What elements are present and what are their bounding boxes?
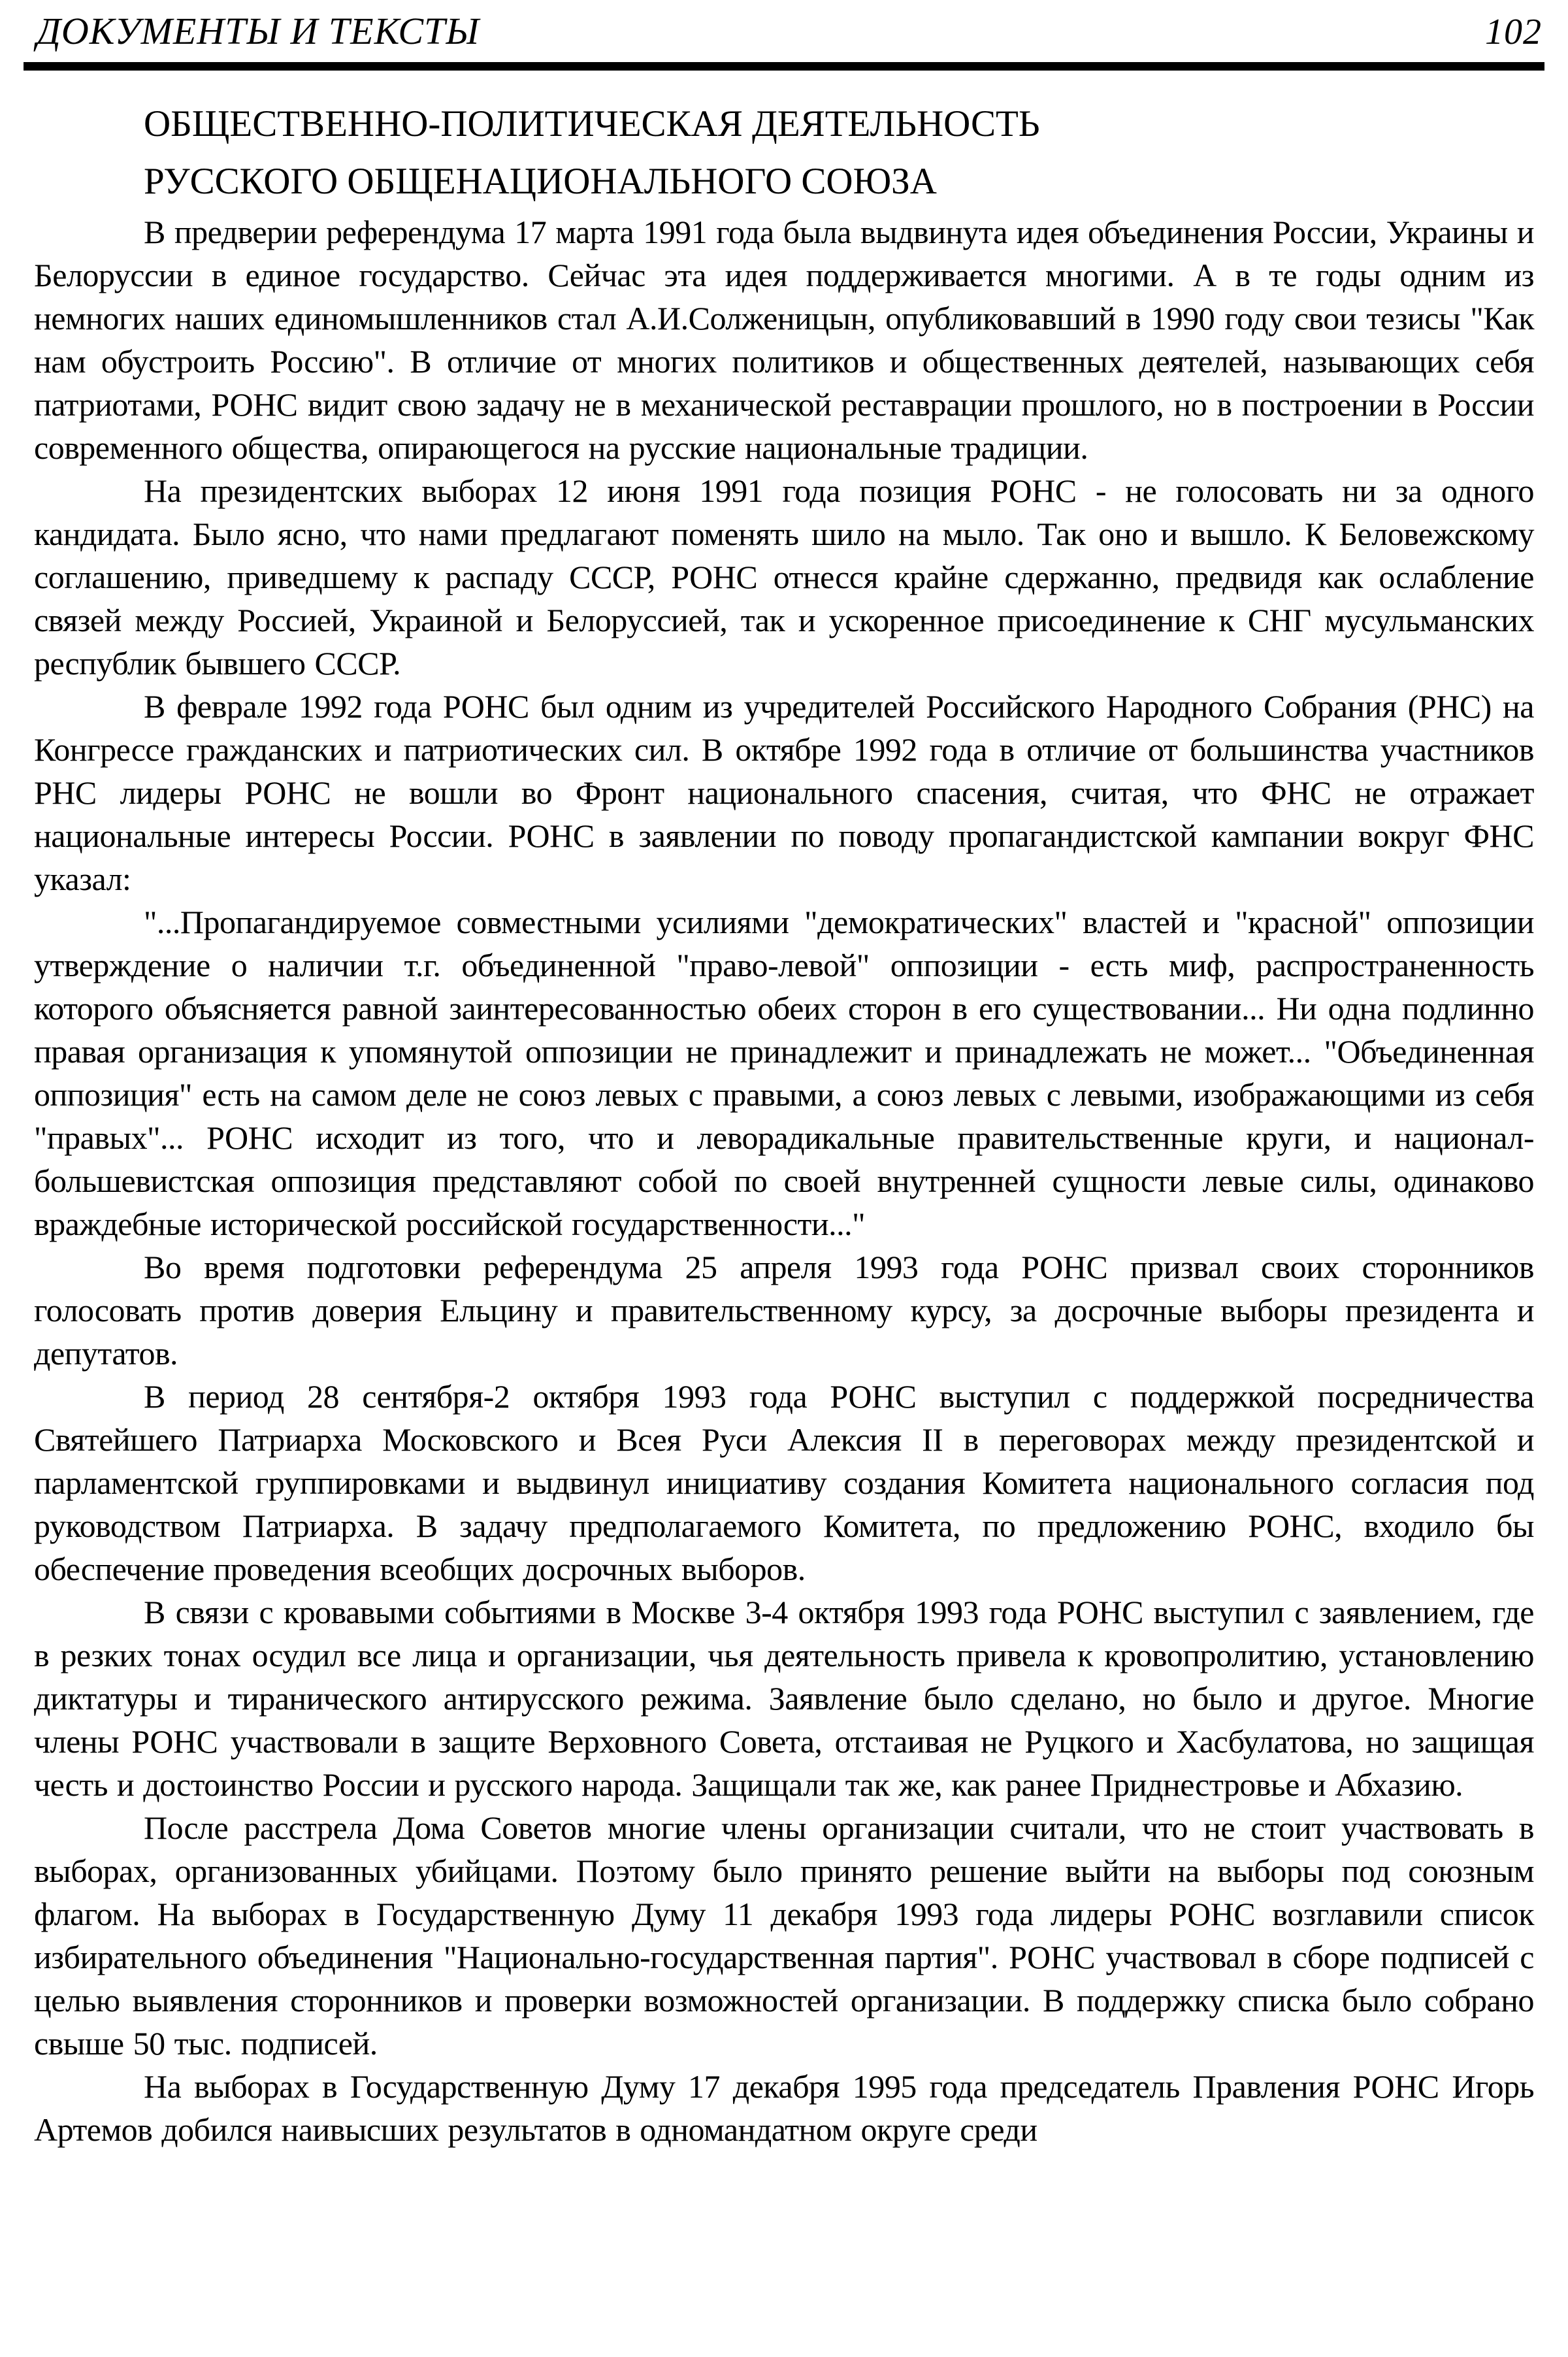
paragraph: После расстрела Дома Советов многие члены организации считали, что не стоит участвовать в выборах, организованных убийцами. Поэтому было принято решение выйти на выборы под союзным флагом. На выборах в Государственную Думу 11 декабря 1993 года лидеры РОНС возглавили список избирательного объединения "Национально-государственная партия". РОНС участвовал в сборе подписей с целью выявления сторонников и проверки возможностей организации. В поддержку списка было собрано свыше 50 тыс. подписей. xyxy=(34,1809,1534,2062)
paragraph: "...Пропагандируемое совместными усилиями "демократических" властей и "красной" оппозиции утверждение о наличии т.г. объединенной "право-левой" оппозиции - есть миф, распространенность которого объясняется равной заинтересованностью обеих сторон в его существовании... Ни одна подлинно правая организация к упомянутой оппозиции не принадлежит и принадлежать не может... "Объединенная оппозиция" есть на самом деле не союз левых с правыми, а союз левых с левыми, изображающими из себя "правых"... РОНС исходит из того, что и леворадикальные правительственные круги, и национал-большевистская оппозиция представляют собой по своей внутренней сущности левые силы, одинаково враждебные исторической российской государственности..." xyxy=(34,904,1534,1242)
paragraph: Во время подготовки референдума 25 апреля 1993 года РОНС призвал своих сторонников голосовать против доверия Ельцину и правительственному курсу, за досрочные выборы президента и депутатов. xyxy=(34,1249,1534,1372)
paragraph: В предверии референдума 17 марта 1991 года была выдвинута идея объединения России, Украины и Белоруссии в единое государство. Сейчас эта идея поддерживается многими. А в те годы одним из немногих наших единомышленников стал А.И.Солженицын, опубликовавший в 1990 году свои тезисы "Как нам обустроить Россию". В отличие от многих политиков и общественных деятелей, называющих себя патриотами, РОНС видит свою задачу не в механической реставрации прошлого, но в построении в России современного общества, опирающегося на русские национальные традиции. xyxy=(34,214,1534,466)
title-line-2: РУССКОГО ОБЩЕНАЦИОНАЛЬНОГО СОЮЗА xyxy=(144,161,937,202)
page-header xyxy=(0,8,1568,56)
document-body xyxy=(34,95,1534,2151)
paragraph: На выборах в Государственную Думу 17 декабря 1995 года председатель Правления РОНС Игорь Артемов добился наивысших результатов в одномандатном округе среди xyxy=(34,2068,1534,2148)
paragraph: В связи с кровавыми событиями в Москве 3-4 октября 1993 года РОНС выступил с заявлением, где в резких тонах осудил все лица и организации, чья деятельность привела к кровопролитию, установлению диктатуры и тиранического антирусского режима. Заявление было сделано, но было и другое. Многие члены РОНС участвовали в защите Верховного Совета, отстаивая не Руцкого и Хасбулатова, но защищая честь и достоинство России и русского народа. Защищали так же, как ранее Приднестровье и Абхазию. xyxy=(34,1594,1534,1803)
paragraph: В феврале 1992 года РОНС был одним из учредителей Российского Народного Собрания (РНС) на Конгрессе гражданских и патриотических сил. В октябре 1992 года в отличие от большинства участников РНС лидеры РОНС не вошли во Фронт национального спасения, считая, что ФНС не отражает национальные интересы России. РОНС в заявлении по поводу пропагандистской кампании вокруг ФНС указал: xyxy=(34,688,1534,897)
paragraph: В период 28 сентября-2 октября 1993 года РОНС выступил с поддержкой посредничества Святейшего Патриарха Московского и Всея Руси Алексия II в переговорах между президентской и парламентской группировками и выдвинул инициативу создания Комитета национального согласия под руководством Патриарха. В задачу предполагаемого Комитета, по предложению РОНС, входило бы обеспечение проведения всеобщих досрочных выборов. xyxy=(34,1378,1534,1587)
document-title xyxy=(144,95,1534,210)
header-title: ДОКУМЕНТЫ И ТЕКСТЫ xyxy=(37,10,480,52)
page-number: 102 xyxy=(1485,12,1542,52)
title-line-1: ОБЩЕСТВЕННО-ПОЛИТИЧЕСКАЯ ДЕЯТЕЛЬНОСТЬ xyxy=(144,103,1040,144)
header-rule xyxy=(24,62,1544,71)
paragraph: На президентских выборах 12 июня 1991 года позиция РОНС - не голосовать ни за одного кандидата. Было ясно, что нами предлагают поменять шило на мыло. Так оно и вышло. К Беловежскому соглашению, приведшему к распаду СССР, РОНС отнесся крайне сдержанно, предвидя как ослабление связей между Россией, Украиной и Белоруссией, так и ускоренное присоединение к СНГ мусульманских республик бывшего СССР. xyxy=(34,472,1534,682)
